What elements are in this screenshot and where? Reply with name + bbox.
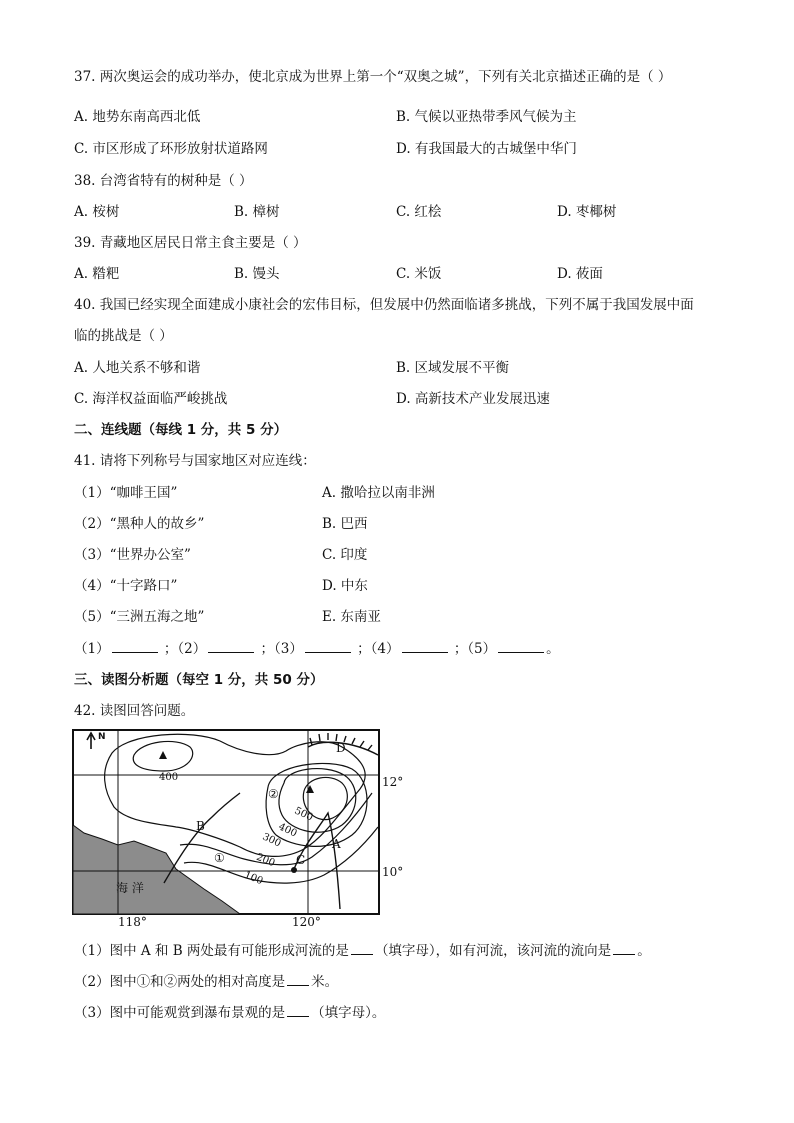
- q41-right-a: A. 撒哈拉以南非洲: [322, 485, 435, 501]
- q41-answer-blank-5[interactable]: [498, 640, 544, 653]
- q38-option-a: A. 桉树: [74, 204, 120, 220]
- q40-option-c: C. 海洋权益面临严峻挑战: [74, 391, 228, 407]
- q42-sub1-text-a: （1）图中 A 和 B 两处最有可能形成河流的是: [74, 943, 349, 959]
- q37-option-a: A. 地势东南高西北低: [74, 109, 201, 125]
- lon-label-120: 120°: [292, 915, 321, 929]
- q38-option-d: D. 枣椰树: [557, 204, 617, 220]
- q39-option-a: A. 糌粑: [74, 266, 120, 282]
- point-d-label: D: [336, 741, 346, 755]
- point-2-label: ②: [268, 787, 279, 801]
- q41-right-b: B. 巴西: [322, 516, 368, 532]
- q38-option-c: C. 红桧: [396, 204, 442, 220]
- q40-option-b: B. 区域发展不平衡: [396, 360, 510, 376]
- q39-option-b: B. 馒头: [234, 266, 280, 282]
- q41-answer-label-4: ；（4）: [357, 641, 400, 657]
- point-a-label: A: [332, 837, 341, 851]
- q41-answer-blank-3[interactable]: [305, 640, 351, 653]
- q39-option-c: C. 米饭: [396, 266, 442, 282]
- q41-left-5: （5）“三洲五海之地”: [74, 609, 205, 625]
- q42-sub1: [74, 941, 651, 961]
- q41-answer-line: [74, 639, 560, 659]
- point-b-label: B: [196, 819, 205, 833]
- q39-stem: 39. 青藏地区居民日常主食主要是（ ）: [74, 235, 307, 251]
- q37-option-d: D. 有我国最大的古城堡中华门: [396, 141, 577, 157]
- q41-stem: 41. 请将下列称号与国家地区对应连线：: [74, 453, 316, 469]
- contour-label-400-east: 400: [276, 821, 299, 840]
- q42-sub1-text-c: 。: [637, 943, 651, 959]
- contour-label-200: 200: [254, 851, 277, 870]
- q42-sub3: [74, 1003, 385, 1023]
- contour-label-100: 100: [242, 869, 265, 888]
- q41-answer-blank-2[interactable]: [208, 640, 254, 653]
- north-label: N: [98, 732, 106, 742]
- q41-left-2: （2）“黑种人的故乡”: [74, 516, 205, 532]
- q42-sub3-text-b: （填字母）。: [311, 1005, 386, 1021]
- q42-sub2-text-b: 米。: [311, 974, 339, 990]
- q38-option-b: B. 樟树: [234, 204, 280, 220]
- q40-stem-line2: 临的挑战是（ ）: [74, 328, 173, 344]
- q42-sub1-blank-2[interactable]: [613, 942, 635, 955]
- q41-answer-blank-4[interactable]: [402, 640, 448, 653]
- point-c-marker: [291, 867, 297, 873]
- contour-map: [72, 729, 404, 932]
- q37-option-b: B. 气候以亚热带季风气候为主: [396, 109, 577, 125]
- q37-option-c: C. 市区形成了环形放射状道路网: [74, 141, 268, 157]
- q38-stem: 38. 台湾省特有的树种是（ ）: [74, 173, 253, 189]
- contour-label-300: 300: [260, 831, 283, 850]
- q42-stem: 42. 读图回答问题。: [74, 703, 195, 719]
- lat-label-10: 10°: [382, 865, 404, 879]
- q42-sub3-blank[interactable]: [287, 1004, 309, 1017]
- q42-sub2: [74, 972, 338, 992]
- point-1-label: ①: [214, 851, 225, 865]
- q40-stem-line1: 40. 我国已经实现全面建成小康社会的宏伟目标，但发展中仍然面临诸多挑战，下列不属于我国发展中面: [74, 297, 694, 313]
- q41-answer-end: 。: [546, 641, 560, 657]
- contour-label-500: 500: [292, 805, 315, 824]
- sea-label: 海 洋: [116, 881, 144, 895]
- lat-label-12: 12°: [382, 775, 404, 789]
- point-c-label: C: [296, 853, 306, 867]
- q42-sub3-text-a: （3）图中可能观赏到瀑布景观的是: [74, 1005, 286, 1021]
- q40-option-d: D. 高新技术产业发展迅速: [396, 391, 550, 407]
- q42-sub2-blank[interactable]: [287, 973, 309, 986]
- q40-option-a: A. 人地关系不够和谐: [74, 360, 201, 376]
- q41-left-4: （4）“十字路口”: [74, 578, 178, 594]
- q41-right-e: E. 东南亚: [322, 609, 381, 625]
- q41-right-d: D. 中东: [322, 578, 368, 594]
- section-2-heading: 二、连线题（每线 1 分，共 5 分）: [74, 422, 288, 438]
- q41-answer-label-2: ；（2）: [163, 641, 207, 657]
- section-3-heading: 三、读图分析题（每空 1 分，共 50 分）: [74, 672, 324, 688]
- q41-left-3: （3）“世界办公室”: [74, 547, 191, 563]
- q42-sub1-blank-1[interactable]: [351, 942, 373, 955]
- lon-label-118: 118°: [118, 915, 147, 929]
- q42-sub2-text-a: （2）图中①和②两处的相对高度是: [74, 974, 286, 990]
- q41-answer-blank-1[interactable]: [112, 640, 158, 653]
- q41-answer-label-3: ；（3）: [260, 641, 303, 657]
- q41-answer-label-5: ；（5）: [453, 641, 497, 657]
- contour-label-400-west: 400: [159, 772, 179, 783]
- q42-sub1-text-b: （填字母），如有河流，该河流的流向是: [374, 943, 612, 959]
- q41-left-1: （1）“咖啡王国”: [74, 485, 178, 501]
- q41-answer-label-1: （1）: [74, 641, 110, 657]
- q39-option-d: D. 莜面: [557, 266, 603, 282]
- q37-stem: 37. 两次奥运会的成功举办，使北京成为世界上第一个“双奥之城”，下列有关北京描述正确的是（ ）: [74, 69, 672, 85]
- q41-right-c: C. 印度: [322, 547, 368, 563]
